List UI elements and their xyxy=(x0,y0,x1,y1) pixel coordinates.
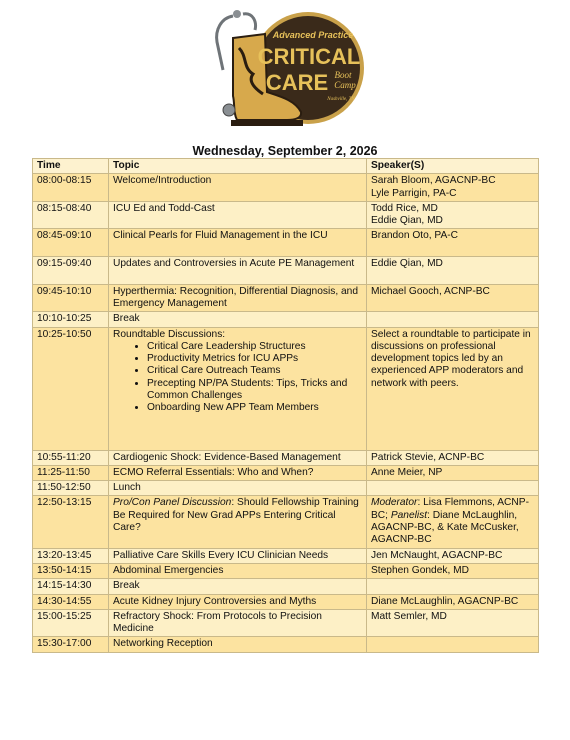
speaker-cell: Select a roundtable to participate in discussions on professional development topics led by an experienced APP moderators and network with peers. xyxy=(367,327,539,450)
topic-cell: Break xyxy=(109,579,367,594)
logo-line-2: CRITICAL xyxy=(257,44,361,69)
speaker-cell xyxy=(367,284,539,312)
speaker-name: Sarah Bloom, AGACNP-BC xyxy=(371,175,496,187)
panelist-label: Panelist xyxy=(390,509,428,521)
list-item: • Productivity Metrics for ICU APPs xyxy=(147,353,362,365)
table-row xyxy=(33,579,539,594)
table-row xyxy=(33,257,539,285)
moderator-label: Moderator xyxy=(371,497,418,509)
time-cell: 09:15-09:40 xyxy=(33,257,109,285)
time-cell: 13:20-13:45 xyxy=(33,548,109,563)
time-cell: 09:45-10:10 xyxy=(33,284,109,312)
panel-topic: : Should Fellowship Training Be Required for New Grad APPs Entering Critical Care? xyxy=(113,497,359,534)
speaker-cell xyxy=(367,548,539,563)
list-item: • Critical Care Leadership Structures xyxy=(147,341,362,353)
speaker-cell xyxy=(367,594,539,609)
speaker-name: Todd Rice, MD xyxy=(371,202,438,214)
time-cell: 08:45-09:10 xyxy=(33,229,109,257)
topic-cell: Acute Kidney Injury Controversies and Myths xyxy=(109,594,367,609)
time-cell: 08:00-08:15 xyxy=(33,174,109,202)
speaker-cell xyxy=(367,312,539,327)
logo-line-3: CARE xyxy=(265,70,329,95)
topic-cell: ICU Ed and Todd-Cast xyxy=(109,201,367,229)
time-cell: 10:25-10:50 xyxy=(33,327,109,450)
table-row xyxy=(33,496,539,548)
topic-cell: Refractory Shock: From Protocols to Precision Medicine xyxy=(109,609,367,637)
logo-line-4: Boot xyxy=(334,70,352,80)
stethoscope-icon xyxy=(217,16,233,70)
moderator-name: : Lisa Flemmons, ACNP-BC; xyxy=(371,497,529,521)
table-row xyxy=(33,637,539,652)
speaker-cell xyxy=(367,579,539,594)
speaker-name: Stephen Gondek, MD xyxy=(371,564,469,576)
list-item: • Critical Care Outreach Teams xyxy=(147,365,362,377)
topic-cell: Networking Reception xyxy=(109,637,367,652)
speaker-name: Brandon Oto, PA-C xyxy=(371,230,459,242)
time-cell: 14:15-14:30 xyxy=(33,579,109,594)
header-speaker: Speaker(S) xyxy=(367,159,539,174)
list-item: • Onboarding New APP Team Members xyxy=(147,402,362,414)
topic-cell xyxy=(109,496,367,548)
table-row xyxy=(33,465,539,480)
topic-cell xyxy=(109,327,367,450)
speaker-cell xyxy=(367,563,539,578)
header-time: Time xyxy=(33,159,109,174)
speaker-cell xyxy=(367,450,539,465)
time-cell: 10:55-11:20 xyxy=(33,450,109,465)
time-cell: 14:30-14:55 xyxy=(33,594,109,609)
time-cell: 10:10-10:25 xyxy=(33,312,109,327)
logo-line-1: Advanced Practice xyxy=(272,30,354,40)
list-item: • Precepting NP/PA Students: Tips, Tricks and Common Challenges xyxy=(147,378,362,403)
logo-line-5: Camp xyxy=(334,80,356,90)
topic-cell: Updates and Controversies in Acute PE Management xyxy=(109,257,367,285)
table-row xyxy=(33,594,539,609)
topic-cell: Palliative Care Skills Every ICU Clinician Needs xyxy=(109,548,367,563)
speaker-name: Anne Meier, NP xyxy=(371,466,443,478)
time-cell: 15:30-17:00 xyxy=(33,637,109,652)
speaker-cell xyxy=(367,496,539,548)
schedule-table xyxy=(32,158,539,653)
speaker-name: Michael Gooch, ACNP-BC xyxy=(371,285,490,297)
topic-heading: Roundtable Discussions: xyxy=(113,328,226,340)
speaker-cell xyxy=(367,465,539,480)
panel-label: Pro/Con Panel Discussion xyxy=(113,497,232,509)
table-row xyxy=(33,563,539,578)
topic-cell: Lunch xyxy=(109,481,367,496)
roundtable-list xyxy=(113,341,362,415)
table-row xyxy=(33,609,539,637)
table-row xyxy=(33,327,539,450)
speaker-name: Eddie Qian, MD xyxy=(371,258,443,270)
table-row xyxy=(33,174,539,202)
table-row xyxy=(33,229,539,257)
table-header-row xyxy=(33,159,539,174)
table-row xyxy=(33,284,539,312)
page-title: Wednesday, September 2, 2026 xyxy=(192,144,378,158)
header-topic: Topic xyxy=(109,159,367,174)
speaker-cell xyxy=(367,201,539,229)
speaker-cell xyxy=(367,229,539,257)
time-cell: 12:50-13:15 xyxy=(33,496,109,548)
speaker-name: Lyle Parrigin, PA-C xyxy=(371,187,457,199)
topic-cell: Clinical Pearls for Fluid Management in the ICU xyxy=(109,229,367,257)
table-row xyxy=(33,312,539,327)
table-row xyxy=(33,201,539,229)
panelist-names: : Diane McLaughlin, AGACNP-BC, & Kate McCusker, AGACNP-BC xyxy=(371,509,519,546)
speaker-cell xyxy=(367,481,539,496)
time-cell: 11:25-11:50 xyxy=(33,465,109,480)
table-row xyxy=(33,548,539,563)
table-row xyxy=(33,450,539,465)
speaker-name: Patrick Stevie, ACNP-BC xyxy=(371,451,485,463)
speaker-name: Diane McLaughlin, AGACNP-BC xyxy=(371,595,519,607)
topic-cell: Hyperthermia: Recognition, Differential Diagnosis, and Emergency Management xyxy=(109,284,367,312)
speaker-name xyxy=(371,270,534,282)
time-cell: 13:50-14:15 xyxy=(33,563,109,578)
time-cell: 08:15-08:40 xyxy=(33,201,109,229)
topic-cell: ECMO Referral Essentials: Who and When? xyxy=(109,465,367,480)
boot-camp-logo xyxy=(203,8,368,138)
speaker-cell xyxy=(367,637,539,652)
topic-cell: Abdominal Emergencies xyxy=(109,563,367,578)
spur-icon xyxy=(223,104,235,116)
table-row xyxy=(33,481,539,496)
time-cell: 15:00-15:25 xyxy=(33,609,109,637)
speaker-name: Matt Semler, MD xyxy=(371,610,447,622)
speaker-name: Jen McNaught, AGACNP-BC xyxy=(371,549,503,561)
topic-cell: Break xyxy=(109,312,367,327)
speaker-cell xyxy=(367,257,539,285)
topic-cell: Welcome/Introduction xyxy=(109,174,367,202)
speaker-cell xyxy=(367,174,539,202)
topic-cell: Cardiogenic Shock: Evidence-Based Management xyxy=(109,450,367,465)
speaker-name xyxy=(371,243,534,255)
time-cell: 11:50-12:50 xyxy=(33,481,109,496)
speaker-cell xyxy=(367,609,539,637)
speaker-name: Eddie Qian, MD xyxy=(371,215,443,227)
logo-line-6: Nashville, TN xyxy=(327,97,355,102)
